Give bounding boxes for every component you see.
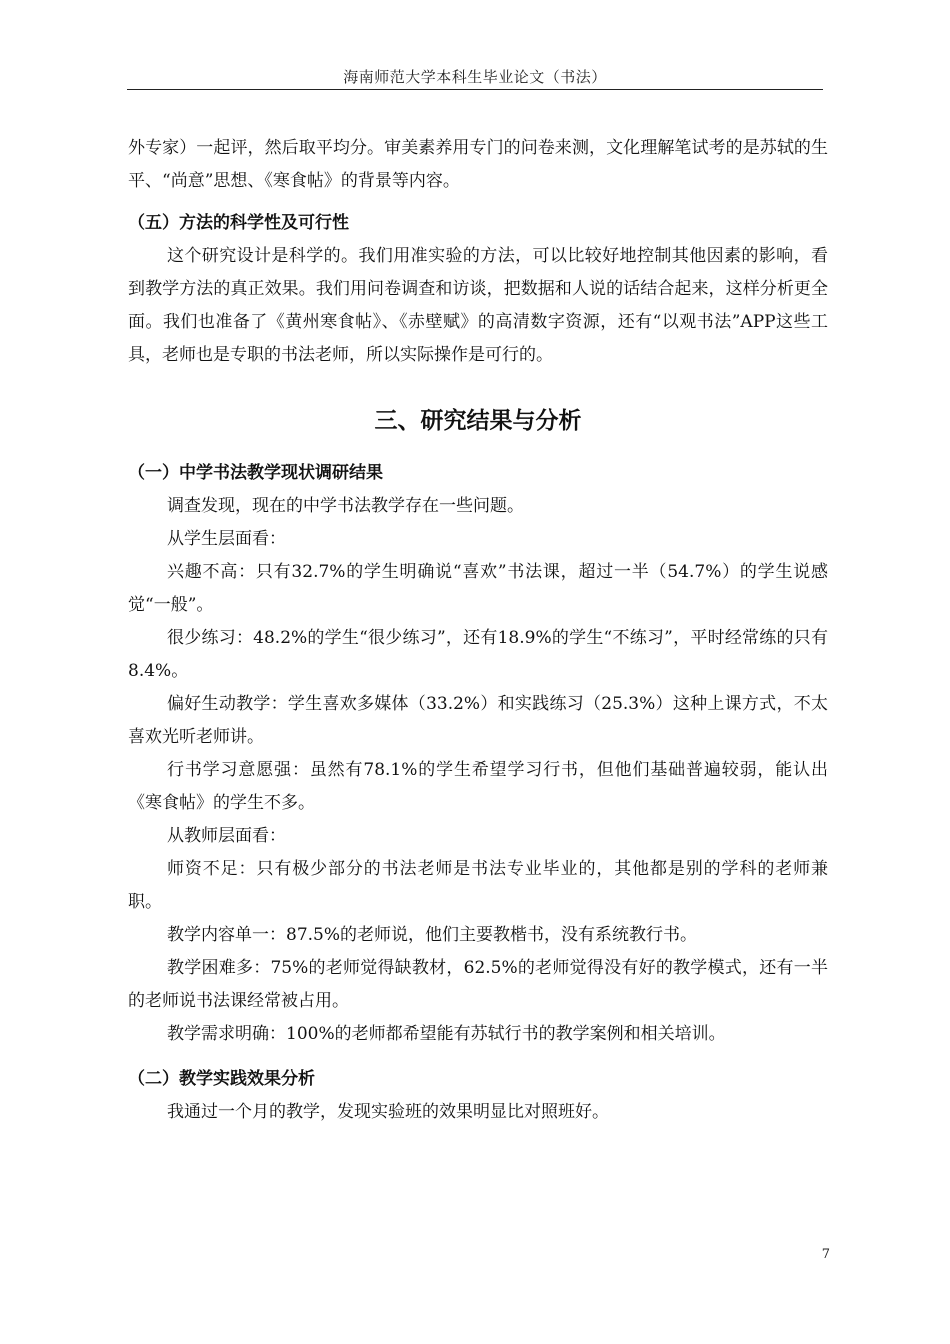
body-paragraph: 从教师层面看： bbox=[167, 826, 286, 846]
subsection-heading: （二）教学实践效果分析 bbox=[128, 1069, 315, 1089]
running-header: 海南师范大学本科生毕业论文（书法） bbox=[343, 68, 607, 86]
body-paragraph: 外专家）一起评，然后取平均分。审美素养用专门的问卷来测，文化理解笔试考的是苏轼的生平、“尚意”思想、《寒食帖》的背景等内容。 bbox=[128, 138, 828, 191]
body-paragraph: 很少练习：48.2%的学生“很少练习”，还有18.9%的学生“不练习”，平时经常练的只有8.4%。 bbox=[128, 628, 828, 681]
spacer bbox=[128, 1051, 828, 1063]
body-paragraph: 从学生层面看： bbox=[167, 529, 286, 549]
body-paragraph: 师资不足：只有极少部分的书法老师是书法专业毕业的，其他都是别的学科的老师兼职。 bbox=[128, 859, 828, 912]
body-paragraph: 教学需求明确：100%的老师都希望能有苏轼行书的教学案例和相关培训。 bbox=[167, 1024, 726, 1044]
subsection-heading: （一）中学书法教学现状调研结果 bbox=[128, 463, 383, 483]
body-paragraph: 偏好生动教学：学生喜欢多媒体（33.2%）和实践练习（25.3%）这种上课方式，不太喜欢光听老师讲。 bbox=[128, 694, 828, 747]
section-heading: 三、研究结果与分析 bbox=[374, 408, 582, 434]
subsection-heading: （五）方法的科学性及可行性 bbox=[128, 213, 349, 233]
spacer bbox=[128, 198, 828, 207]
body-paragraph: 教学困难多：75%的老师觉得缺教材，62.5%的老师觉得没有好的教学模式，还有一半的老师说书法课经常被占用。 bbox=[128, 958, 828, 1011]
spacer bbox=[128, 372, 828, 402]
body-paragraph: 教学内容单一：87.5%的老师说，他们主要教楷书，没有系统教行书。 bbox=[167, 925, 698, 945]
spacer bbox=[128, 435, 828, 457]
header-rule bbox=[127, 89, 823, 90]
body-paragraph: 这个研究设计是科学的。我们用准实验的方法，可以比较好地控制其他因素的影响，看到教学方法的真正效果。我们用问卷调查和访谈，把数据和人说的话结合起来，这样分析更全面。我们也准备了《黄州寒食帖》、《赤壁赋》的高清数字资源，还有“以观书法”APP这些工具，老师也是专职的书法老师，所以实际操作是可行的。 bbox=[128, 246, 828, 365]
body-paragraph: 行书学习意愿强：虽然有78.1%的学生希望学习行书，但他们基础普遍较弱，能认出《寒食帖》的学生不多。 bbox=[128, 760, 828, 813]
page-number: 7 bbox=[821, 1247, 830, 1262]
body-paragraph: 我通过一个月的教学，发现实验班的效果明显比对照班好。 bbox=[167, 1102, 609, 1122]
page-content bbox=[128, 132, 828, 1129]
body-paragraph: 兴趣不高：只有32.7%的学生明确说“喜欢”书法课，超过一半（54.7%）的学生说感觉“一般”。 bbox=[128, 562, 828, 615]
body-paragraph: 调查发现，现在的中学书法教学存在一些问题。 bbox=[167, 496, 524, 516]
